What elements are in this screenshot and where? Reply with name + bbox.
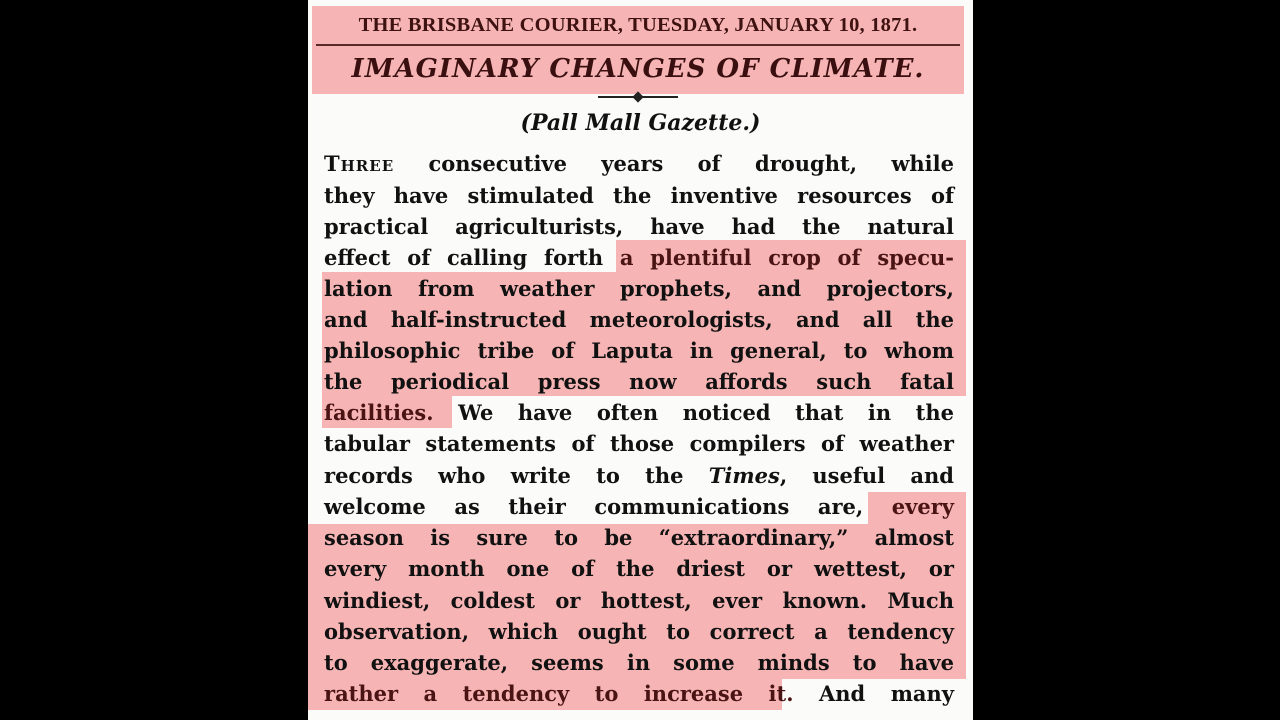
article-line	[324, 242, 954, 273]
article-line: they have stimulated the inventive resources of	[324, 183, 954, 208]
article-line	[324, 397, 954, 428]
line-text: effect of calling forth	[324, 245, 620, 270]
italic-times: Times	[708, 463, 780, 488]
article-line: practical agriculturists, have had the natural	[324, 214, 954, 239]
article-line-highlighted: to exaggerate, seems in some minds to have	[324, 650, 954, 675]
highlighted-text: every	[891, 494, 954, 519]
article-line	[324, 678, 954, 709]
article-line: tabular statements of those compilers of weather	[324, 431, 954, 456]
article-line-highlighted: windiest, coldest or hottest, ever known. Much	[324, 588, 954, 613]
article-line-highlighted: lation from weather prophets, and projectors,	[324, 276, 954, 301]
headline: IMAGINARY CHANGES OF CLIMATE.	[351, 54, 925, 84]
article-line	[324, 460, 954, 491]
article-line-highlighted: every month one of the driest or wettest, or	[324, 556, 954, 581]
newspaper-clipping	[308, 0, 973, 720]
line-text: welcome as their communications are,	[324, 494, 892, 519]
highlighted-text: facilities.	[324, 400, 434, 425]
article-line	[324, 491, 954, 522]
highlighted-text: rather a tendency to increase it.	[324, 681, 794, 706]
source-attribution: (Pall Mall Gazette.)	[520, 110, 761, 136]
article-line-highlighted: the periodical press now affords such fatal	[324, 369, 954, 394]
line-text: We have often noticed that in the	[433, 400, 954, 425]
article-line-highlighted: philosophic tribe of Laputa in general, to whom	[324, 338, 954, 363]
line-text: records who write to the	[324, 463, 709, 488]
article-line-highlighted: and half-instructed meteorologists, and all the	[324, 307, 954, 332]
line-text: And many	[793, 681, 954, 706]
article-line	[324, 148, 954, 179]
masthead-rule	[316, 44, 960, 46]
ornament-divider	[598, 96, 678, 98]
drop-word: Three	[324, 151, 395, 176]
line-text: , useful and	[779, 463, 954, 488]
masthead-highlight	[312, 6, 964, 94]
line-text: consecutive years of drought, while	[394, 151, 954, 176]
highlighted-text: a plentiful crop of specu-	[619, 245, 954, 270]
article-line-highlighted: observation, which ought to correct a tendency	[324, 619, 954, 644]
article-line-highlighted: season is sure to be “extraordinary,” almost	[324, 525, 954, 550]
masthead-line: THE BRISBANE COURIER, TUESDAY, JANUARY 10, 1871.	[358, 14, 918, 36]
